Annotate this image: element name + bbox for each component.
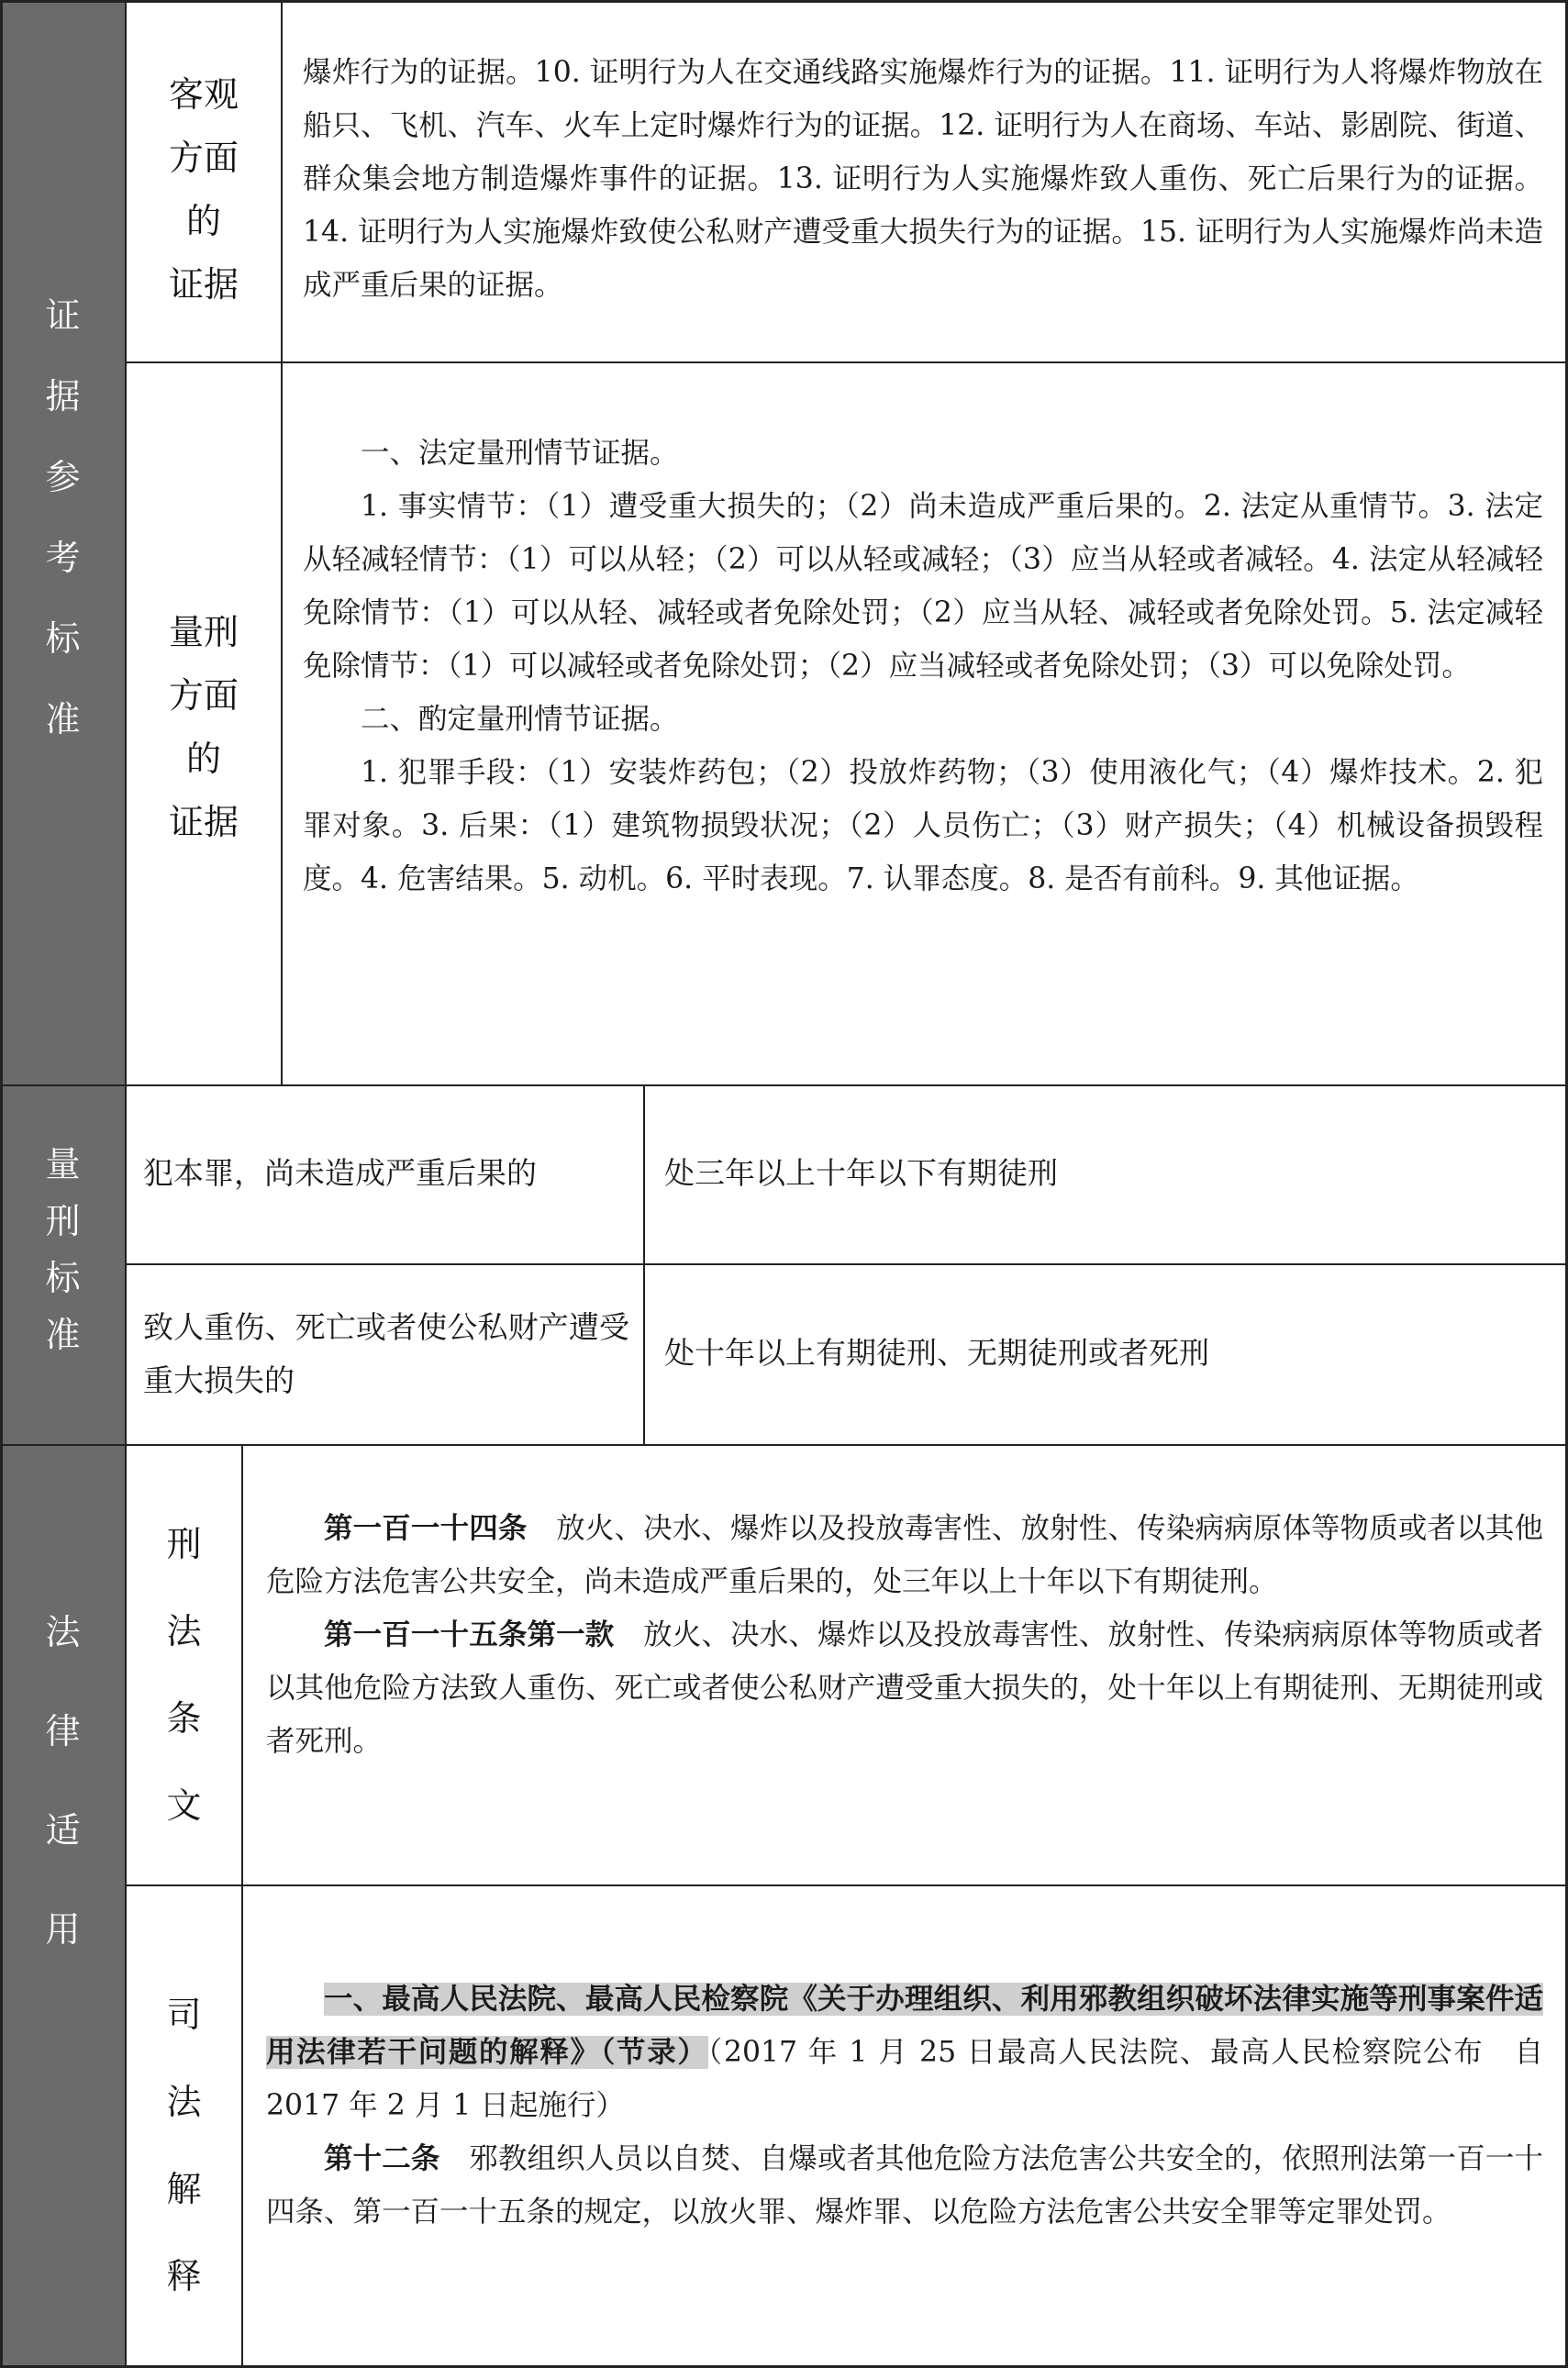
judicial-interpretation-label: 司 法 解 释 (166, 1995, 202, 2296)
divider-section-2 (0, 1444, 1568, 1446)
sentencing-evidence-text: 一、法定量刑情节证据。 1. 事实情节：（1）遭受重大损失的；（2）尚未造成严重后果的。2. 法定从重情节。3. 法定从轻减轻情节：（1）可以从轻；（2）可以从轻或减轻；（3）应当从轻或者减轻。4. 法定从轻减轻免除情节：（1）可以从轻、减轻或者免除处罚；（2）应当从轻、减轻或者免除处罚。5. 法定减轻免除情节：（1）可以减轻或者免除处罚；（2）应当减轻或者免除处罚；（3）可以免除处罚。 二、酌定量刑情节证据。 1. 犯罪手段：（1）安装炸药包；（2）投放炸药物；（3）使用液化气；（4）爆炸技术。2. 犯罪对象。3. 后果：（1）建筑物损毁状况；（2）人员伤亡；（3）财产损失；（4）机械设备损毁程度。4. 危害结果。5. 动机。6. 平时表现。7. 认罪态度。8. 是否有前科。9. 其他证据。 (303, 437, 1543, 895)
judicial-interpretation-text (266, 1973, 1543, 2239)
standard-row-1-penalty: 处三年以上十年以下有期徒刑 (664, 1155, 1058, 1191)
divider-standard-rows (125, 1263, 1568, 1265)
category-standard-label: 量 刑 标 准 (45, 1144, 81, 1355)
divider-law-rows (125, 1884, 1568, 1886)
category-evidence-label: 证 据 参 考 标 准 (45, 295, 81, 739)
standard-row-1-condition: 犯本罪，尚未造成严重后果的 (143, 1155, 537, 1191)
criminal-law-label: 刑 法 条 文 (166, 1524, 202, 1826)
standard-row-2-condition: 致人重伤、死亡或者使公私财产遭受重大损失的 (143, 1309, 629, 1398)
category-law-label: 法 律 适 用 (45, 1612, 81, 1950)
border-top (0, 0, 1568, 3)
article-114: 第一百一十四条 放火、决水、爆炸以及投放毒害性、放射性、传染病病原体等物质或者以其他危险方法危害公共安全，尚未造成严重后果的，处三年以上十年以下有期徒刑。 (266, 1512, 1543, 1598)
divider-law-sub (241, 1445, 243, 2368)
border-left (0, 0, 3, 2368)
divider-evidence-rows (125, 361, 1568, 363)
divider-evidence-sub (281, 0, 283, 1085)
objective-evidence-text: 爆炸行为的证据。10. 证明行为人在交通线路实施爆炸行为的证据。11. 证明行为人将爆炸物放在船只、飞机、汽车、火车上定时爆炸行为的证据。12. 证明行为人在商场、车站、影剧院、街道、群众集会地方制造爆炸事件的证据。13. 证明行为人实施爆炸致人重伤、死亡后果行为的证据。14. 证明行为人实施爆炸致使公私财产遭受重大损失行为的证据。15. 证明行为人实施爆炸尚未造成严重后果的证据。 (303, 56, 1543, 302)
sentencing-evidence-label: 量刑 方面 的 证据 (168, 612, 239, 842)
criminal-law-text (266, 1502, 1543, 1768)
standard-row-2-penalty: 处十年以上有期徒刑、无期徒刑或者死刑 (664, 1335, 1209, 1371)
article-12: 第十二条 邪教组织人员以自焚、自爆或者其他危险方法危害公共安全的，依照刑法第一百一十四条、第一百一十五条的规定，以放火罪、爆炸罪、以危险方法危害公共安全罪等定罪处罚。 (266, 2142, 1543, 2229)
divider-standard-cols (643, 1085, 645, 1445)
article-115: 第一百一十五条第一款 放火、决水、爆炸以及投放毒害性、放射性、传染病病原体等物质或者以其他危险方法致人重伤、死亡或者使公私财产遭受重大损失的，处十年以上有期徒刑、无期徒刑或者死刑。 (266, 1618, 1543, 1758)
divider-section-1 (0, 1084, 1568, 1086)
interpretation-title: 一、最高人民法院、最高人民检察院《关于办理组织、利用邪教组织破坏法律实施等刑事案件适用法律若干问题的解释》（节录）（2017 年 1 月 25 日最高人民法院、最高人民检察院公布 自 2017 年 2 月 1 日起施行） (266, 1983, 1543, 2122)
objective-evidence-label: 客观 方面 的 证据 (168, 74, 239, 305)
